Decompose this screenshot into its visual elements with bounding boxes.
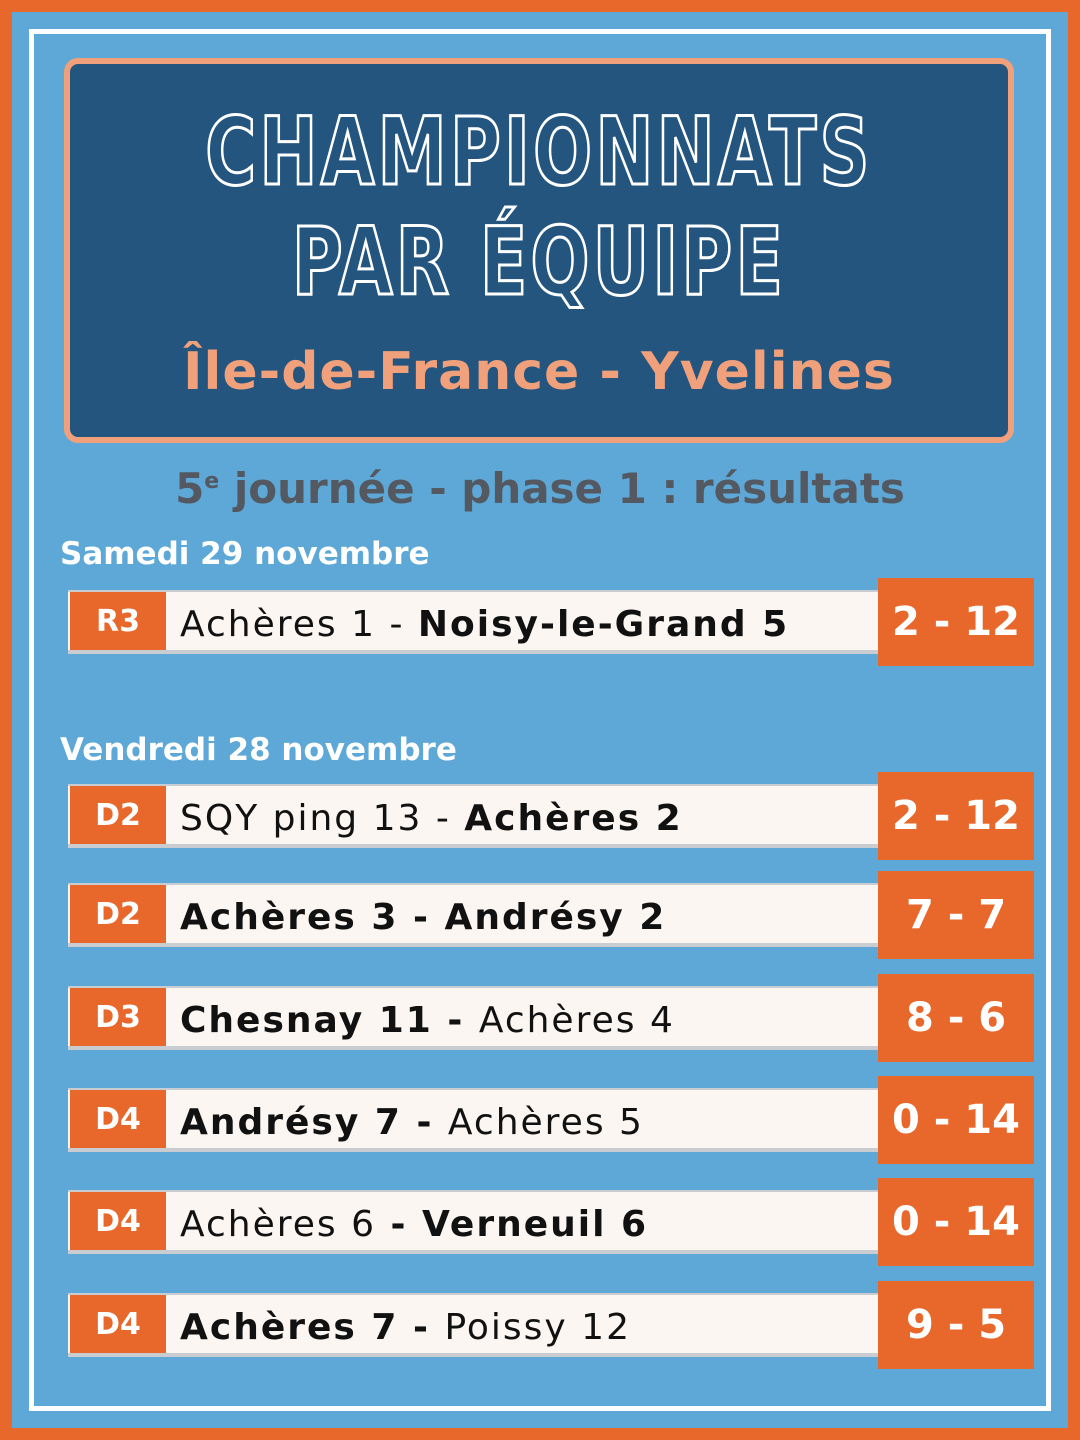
- region-subtitle: Île-de-France - Yvelines: [183, 342, 895, 402]
- section-date: Samedi 29 novembre: [60, 536, 430, 572]
- division-badge: D4: [70, 1295, 166, 1353]
- home-team: SQY ping 13: [180, 798, 423, 839]
- title-line-2: PAR ÉQUIPE: [291, 208, 787, 317]
- match-teams: [180, 790, 683, 848]
- score-box: 0 - 14: [878, 1178, 1034, 1266]
- score-box: 9 - 5: [878, 1281, 1034, 1369]
- away-team: Achères 5: [447, 1102, 644, 1143]
- team-separator: -: [398, 897, 445, 938]
- match-teams: [180, 1196, 648, 1254]
- match-teams: [180, 1299, 631, 1357]
- match-row: [68, 1281, 1034, 1371]
- match-row: [68, 578, 1034, 668]
- match-teams: [180, 596, 789, 654]
- division-badge: D4: [70, 1192, 166, 1250]
- away-team: Achères 2: [464, 798, 683, 839]
- round-number: 5: [175, 464, 205, 513]
- division-badge: D3: [70, 988, 166, 1046]
- division-badge: D2: [70, 885, 166, 943]
- team-separator: -: [376, 604, 418, 645]
- away-team: Poissy 12: [444, 1307, 631, 1348]
- division-badge: R3: [70, 592, 166, 650]
- score-box: 2 - 12: [878, 578, 1034, 666]
- team-separator: -: [398, 1307, 445, 1348]
- home-team: Achères 3: [180, 897, 399, 938]
- away-team: Noisy-le-Grand 5: [417, 604, 790, 645]
- match-teams: [180, 1094, 644, 1152]
- round-title: [12, 464, 1068, 513]
- away-team: Achères 4: [478, 1000, 675, 1041]
- home-team: Achères 7: [180, 1307, 399, 1348]
- match-row: [68, 974, 1034, 1064]
- home-team: Chesnay 11: [180, 1000, 433, 1041]
- away-team: Andrésy 2: [444, 897, 667, 938]
- title-box: [64, 58, 1014, 443]
- team-separator: -: [432, 1000, 479, 1041]
- round-superscript: e: [204, 469, 220, 494]
- match-row: [68, 871, 1034, 961]
- section-date: Vendredi 28 novembre: [60, 732, 457, 768]
- match-teams: [180, 889, 666, 947]
- team-separator: -: [422, 798, 465, 839]
- team-separator: -: [401, 1102, 448, 1143]
- score-box: 0 - 14: [878, 1076, 1034, 1164]
- division-badge: D2: [70, 786, 166, 844]
- score-box: 2 - 12: [878, 772, 1034, 860]
- score-box: 7 - 7: [878, 871, 1034, 959]
- match-row: [68, 772, 1034, 862]
- title-line-1: CHAMPIONNATS: [205, 98, 873, 207]
- home-team: Achères 1: [180, 604, 377, 645]
- round-text: journée - phase 1 : résultats: [219, 464, 905, 513]
- team-separator: -: [376, 1204, 423, 1245]
- home-team: Andrésy 7: [180, 1102, 402, 1143]
- away-team: Verneuil 6: [422, 1204, 649, 1245]
- match-teams: [180, 992, 675, 1050]
- home-team: Achères 6: [180, 1204, 377, 1245]
- match-row: [68, 1076, 1034, 1166]
- match-row: [68, 1178, 1034, 1268]
- division-badge: D4: [70, 1090, 166, 1148]
- score-box: 8 - 6: [878, 974, 1034, 1062]
